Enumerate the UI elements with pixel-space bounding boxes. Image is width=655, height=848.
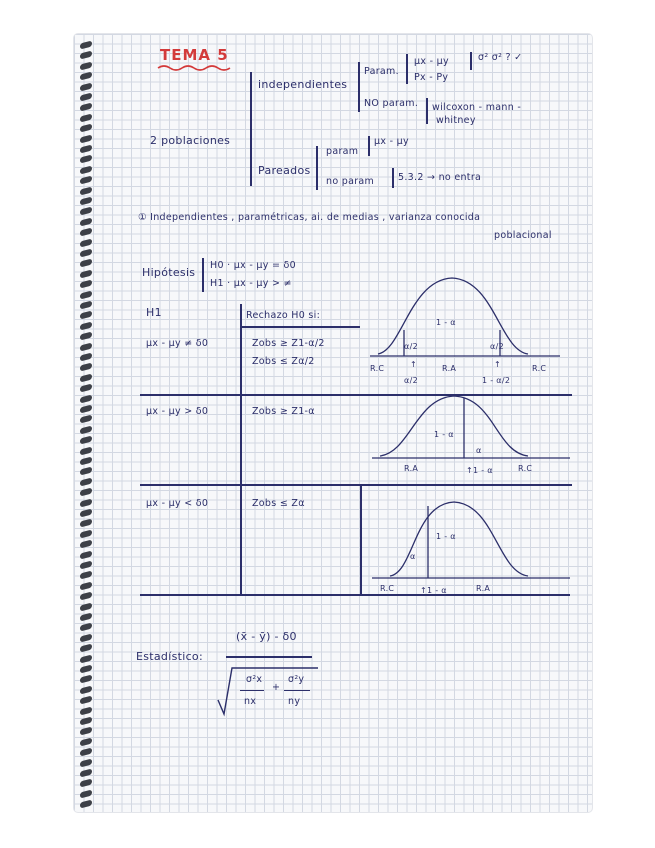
indep-noparam-item-1: wilcoxon - mann - <box>432 102 522 113</box>
den-left-bar <box>240 690 264 691</box>
graph-2-label-ra: R.A <box>404 464 419 473</box>
statistic-numerator: (x̄ - ȳ) - δ0 <box>236 630 297 643</box>
hypothesis-h1: H1 · μx - μy > ≠ <box>210 278 292 289</box>
section-heading-line2: poblacional <box>494 230 552 241</box>
graph-1-arrow-left: ↑ <box>410 360 418 369</box>
indep-param-item-2: Px - Py <box>414 72 449 83</box>
row-2-rule-1: Zobs ≥ Z1-α <box>252 406 315 417</box>
indep-param-item-1: μx - μy <box>414 56 449 67</box>
den-left-bottom: nx <box>244 696 257 707</box>
row-3-h1: μx - μy < δ0 <box>146 498 209 509</box>
pareados-noparam-label: no param <box>326 176 375 187</box>
graph-1-center: 1 - α <box>436 318 456 327</box>
graph-1-label-ra: R.A <box>442 364 457 373</box>
graph-3-left-tail: α <box>410 552 416 561</box>
hypothesis-h0: H0 · μx - μy = δ0 <box>210 260 297 271</box>
scheme-root-label: 2 poblaciones <box>150 134 231 147</box>
row-1-h1: μx - μy ≠ δ0 <box>146 338 209 349</box>
table-header-rule: Rechazo H0 si: <box>246 310 321 321</box>
pareados-param-item: μx - μy <box>374 136 409 147</box>
table-header-h1: H1 <box>146 306 162 319</box>
row-1-rule-1: Zobs ≥ Z1-α/2 <box>252 338 325 349</box>
variance-note: σ² σ² ? ✓ <box>478 52 523 63</box>
statistic-label: Estadístico: <box>136 650 203 663</box>
graph-1-left-tail: α/2 <box>404 342 418 351</box>
row-2-h1: μx - μy > δ0 <box>146 406 209 417</box>
graph-1-arrow-right: ↑ <box>494 360 502 369</box>
den-right-bar <box>284 690 310 691</box>
graph-3-center: 1 - α <box>436 532 456 541</box>
row-3-rule-1: Zobs ≤ Zα <box>252 498 305 509</box>
hypothesis-label: Hipótesis <box>142 266 196 279</box>
indep-param-label: Param. <box>364 66 399 77</box>
branch-independientes-label: independientes <box>258 78 348 91</box>
den-right-top: σ²y <box>288 674 305 685</box>
graph-2-label-rc: R.C <box>518 464 533 473</box>
pareados-noparam-item: 5.3.2 → no entra <box>398 172 482 183</box>
graph-2-arrow: ↑1 - α <box>466 466 493 475</box>
indep-noparam-label: NO param. <box>364 98 419 109</box>
den-left-top: σ²x <box>246 674 263 685</box>
den-plus: + <box>272 682 281 693</box>
graph-3-label-ra: R.A <box>476 584 491 593</box>
pareados-param-label: param <box>326 146 359 157</box>
den-right-bottom: ny <box>288 696 301 707</box>
graph-2-right-tail: α <box>476 446 482 455</box>
indep-noparam-item-2: whitney <box>436 115 476 126</box>
graph-1-label-rc-left: R.C <box>370 364 385 373</box>
page-title: TEMA 5 <box>160 46 229 64</box>
graph-1-sub-right: 1 - α/2 <box>482 376 511 385</box>
row-1-rule-2: Zobs ≤ Zα/2 <box>252 356 315 367</box>
graph-3-label-rc: R.C <box>380 584 395 593</box>
section-heading-line1: ① Independientes , paramétricas, ai. de medias , varianza conocida <box>138 212 481 223</box>
graph-1-right-tail: α/2 <box>490 342 504 351</box>
graph-3-arrow: ↑1 - α <box>420 586 447 595</box>
graph-1-label-rc-right: R.C <box>532 364 547 373</box>
graph-1-sub-left: α/2 <box>404 376 418 385</box>
branch-pareados-label: Pareados <box>258 164 311 177</box>
graph-2-center: 1 - α <box>434 430 454 439</box>
